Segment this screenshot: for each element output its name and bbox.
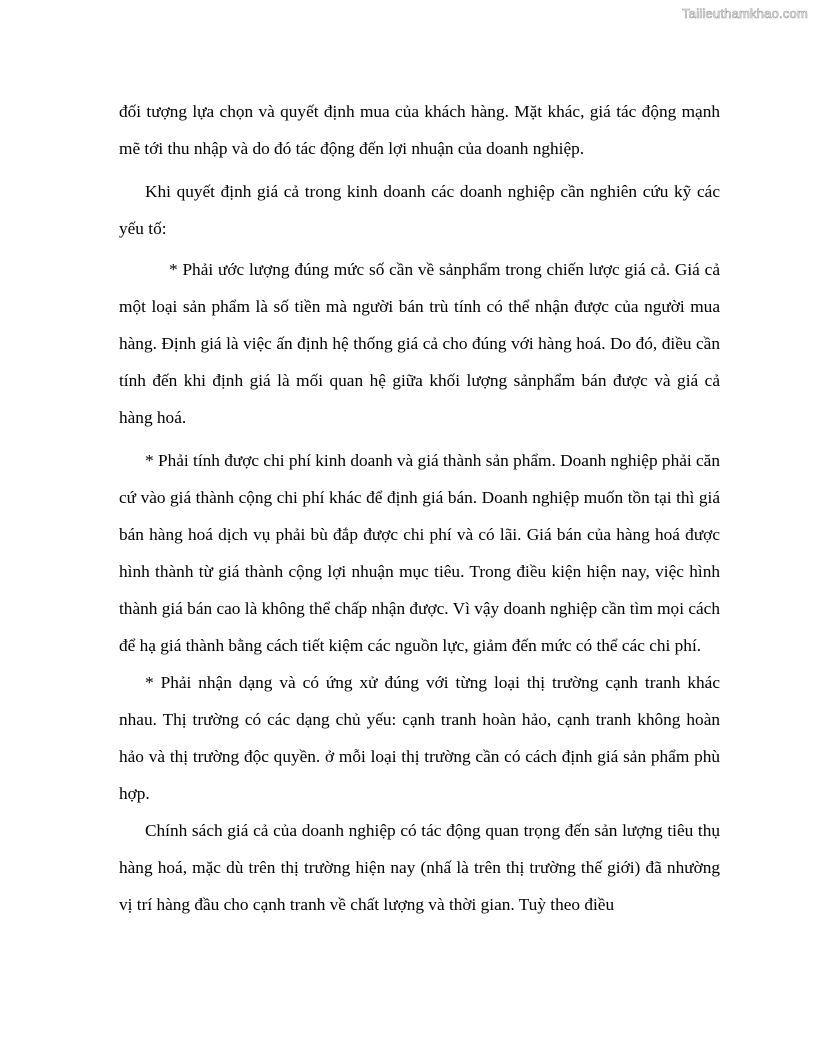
paragraph: Khi quyết định giá cả trong kinh doanh các doanh nghiệp cần nghiên cứu kỹ các yếu tố: bbox=[119, 182, 720, 238]
document-body bbox=[119, 93, 720, 923]
paragraph: * Phải ước lượng đúng mức số cần về sảnphẩm trong chiến lược giá cả. Giá cả một loại sản phẩm là số tiền mà người bán trù tính có thể nhận được của người mua hàng. Định giá là việc ấn định hệ thống giá cả cho đúng với hàng hoá. Do đó, điều cần tính đến khi định giá là mối quan hệ giữa khối lượng sảnphẩm bán được và giá cả hàng hoá. bbox=[119, 260, 720, 427]
paragraph: Chính sách giá cả của doanh nghiệp có tác động quan trọng đến sản lượng tiêu thụ hàng hoá, mặc dù trên thị trường hiện nay (nhấ là trên thị trường thế giới) đã nhường vị trí hàng đầu cho cạnh tranh về chất lượng và thời gian. Tuỳ theo điều bbox=[119, 821, 720, 914]
paragraph: * Phải tính được chi phí kinh doanh và giá thành sản phẩm. Doanh nghiệp phải căn cứ vào giá thành cộng chi phí khác để định giá bán. Doanh nghiệp muốn tồn tại thì giá bán hàng hoá dịch vụ phải bù đắp được chi phí và có lãi. Giá bán của hàng hoá được hình thành từ giá thành cộng lợi nhuận mục tiêu. Trong điều kiện hiện nay, việc hình thành giá bán cao là không thể chấp nhận được. Vì vậy doanh nghiệp cần tìm mọi cách để hạ giá thành bằng cách tiết kiệm các nguồn lực, giảm đến mức có thể các chi phí. bbox=[119, 451, 720, 655]
watermark: Tailieuthamkhao.com bbox=[682, 6, 808, 21]
paragraph: đối tượng lựa chọn và quyết định mua của khách hàng. Mặt khác, giá tác động mạnh mẽ tới thu nhập và do đó tác động đến lợi nhuận của doanh nghiệp. bbox=[119, 102, 720, 158]
paragraph: * Phải nhận dạng và có ứng xử đúng với từng loại thị trường cạnh tranh khác nhau. Thị trường có các dạng chủ yếu: cạnh tranh hoàn hảo, cạnh tranh không hoàn hảo và thị trường độc quyền. ở mỗi loại thị trường cần có cách định giá sản phẩm phù hợp. bbox=[119, 673, 720, 803]
